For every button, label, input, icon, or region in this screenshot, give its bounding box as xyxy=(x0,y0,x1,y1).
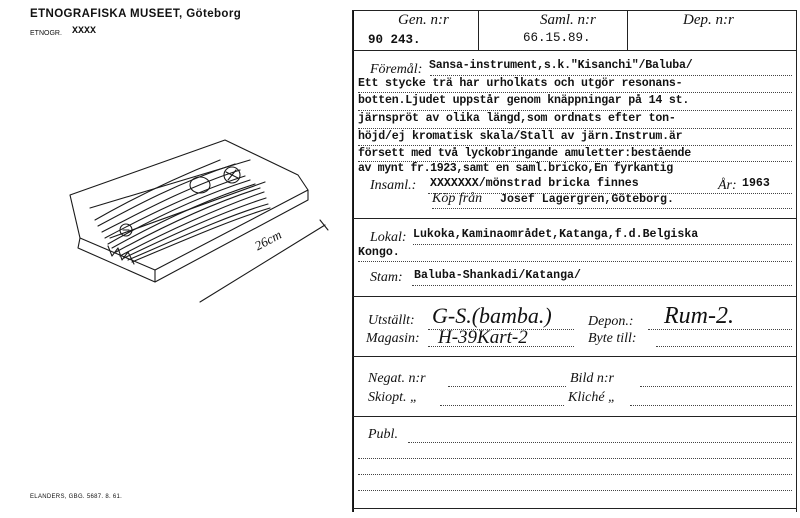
kop-label: Köp från xyxy=(432,191,483,206)
cliche-label: Kliché „ xyxy=(568,390,616,405)
museum-name: ETNOGRAFISKA MUSEET, Göteborg xyxy=(30,8,242,20)
saml-nr-value: 66.15.89. xyxy=(523,31,591,45)
lokal-label: Lokal: xyxy=(370,230,407,245)
depon-value: Rum-2. xyxy=(664,303,734,329)
stam-value: Baluba-Shankadi/Katanga/ xyxy=(414,269,581,282)
stam-label: Stam: xyxy=(370,270,403,285)
ar-label: År: xyxy=(718,178,737,193)
foremal-line-3: botten.Ljudet uppstår genom knäppningar på 14 st. xyxy=(358,94,690,107)
foremal-line-7: av mynt fr.1923,samt en saml.bricko,En fyrkantig xyxy=(358,162,673,175)
foremal-line-6: försett med två lyckobringande amuletter:bestående xyxy=(358,147,691,160)
foremal-label: Föremål: xyxy=(370,62,423,77)
etnogr-value: XXXX xyxy=(72,26,97,37)
negat-label: Negat. n:r xyxy=(368,371,426,386)
dep-nr-label: Dep. n:r xyxy=(683,12,734,28)
right-edge xyxy=(796,10,797,512)
printer-footer: ELANDERS, GBG. 5687. 8. 61. xyxy=(30,494,123,500)
foremal-line-2: Ett stycke trä har urholkats och utgör resonans- xyxy=(358,77,683,90)
sketch-measure-label: 26cm xyxy=(252,226,284,254)
utstallt-label: Utställt: xyxy=(368,313,415,328)
foremal-line-4: järnspröt av olika längd,som ordnats efter ton- xyxy=(358,112,676,125)
col-divider-2 xyxy=(627,10,628,50)
insaml-value: XXXXXXX/mönstrad bricka finnes xyxy=(430,177,639,190)
utstallt-value: G-S.(bamba.) xyxy=(432,303,552,328)
col-divider-1 xyxy=(478,10,479,50)
foremal-line-5: höjd/ej kromatisk skala/Stall av järn.Instrum.är xyxy=(358,130,683,143)
skiopt-label: Skiopt. „ xyxy=(368,390,418,405)
foremal-line-1: Sansa-instrument,s.k."Kisanchi"/Baluba/ xyxy=(429,59,693,72)
header-bottom-rule xyxy=(352,50,796,51)
insaml-label: Insaml.: xyxy=(370,178,417,193)
gen-nr-label: Gen. n:r xyxy=(398,12,449,28)
etnogr-label: ETNOGR. xyxy=(30,30,62,37)
lokal-line-2: Kongo. xyxy=(358,246,400,259)
bild-label: Bild n:r xyxy=(570,371,614,386)
kop-value: Josef Lagergren,Göteborg. xyxy=(500,193,674,206)
ar-value: 1963 xyxy=(742,177,770,190)
instrument-sketch xyxy=(50,120,340,310)
gen-nr-value: 90 243. xyxy=(368,33,421,47)
byte-till-label: Byte till: xyxy=(588,331,637,346)
lokal-line-1: Lukoka,Kaminaområdet,Katanga,f.d.Belgiska xyxy=(413,228,699,241)
saml-nr-label: Saml. n:r xyxy=(540,12,596,28)
depon-label: Depon.: xyxy=(588,314,634,329)
publ-label: Publ. xyxy=(368,427,398,442)
magasin-value: H-39Kart-2 xyxy=(438,327,528,348)
magasin-label: Magasin: xyxy=(366,331,420,346)
sketch-tines xyxy=(95,160,270,262)
sketch-board-outline xyxy=(70,140,308,270)
